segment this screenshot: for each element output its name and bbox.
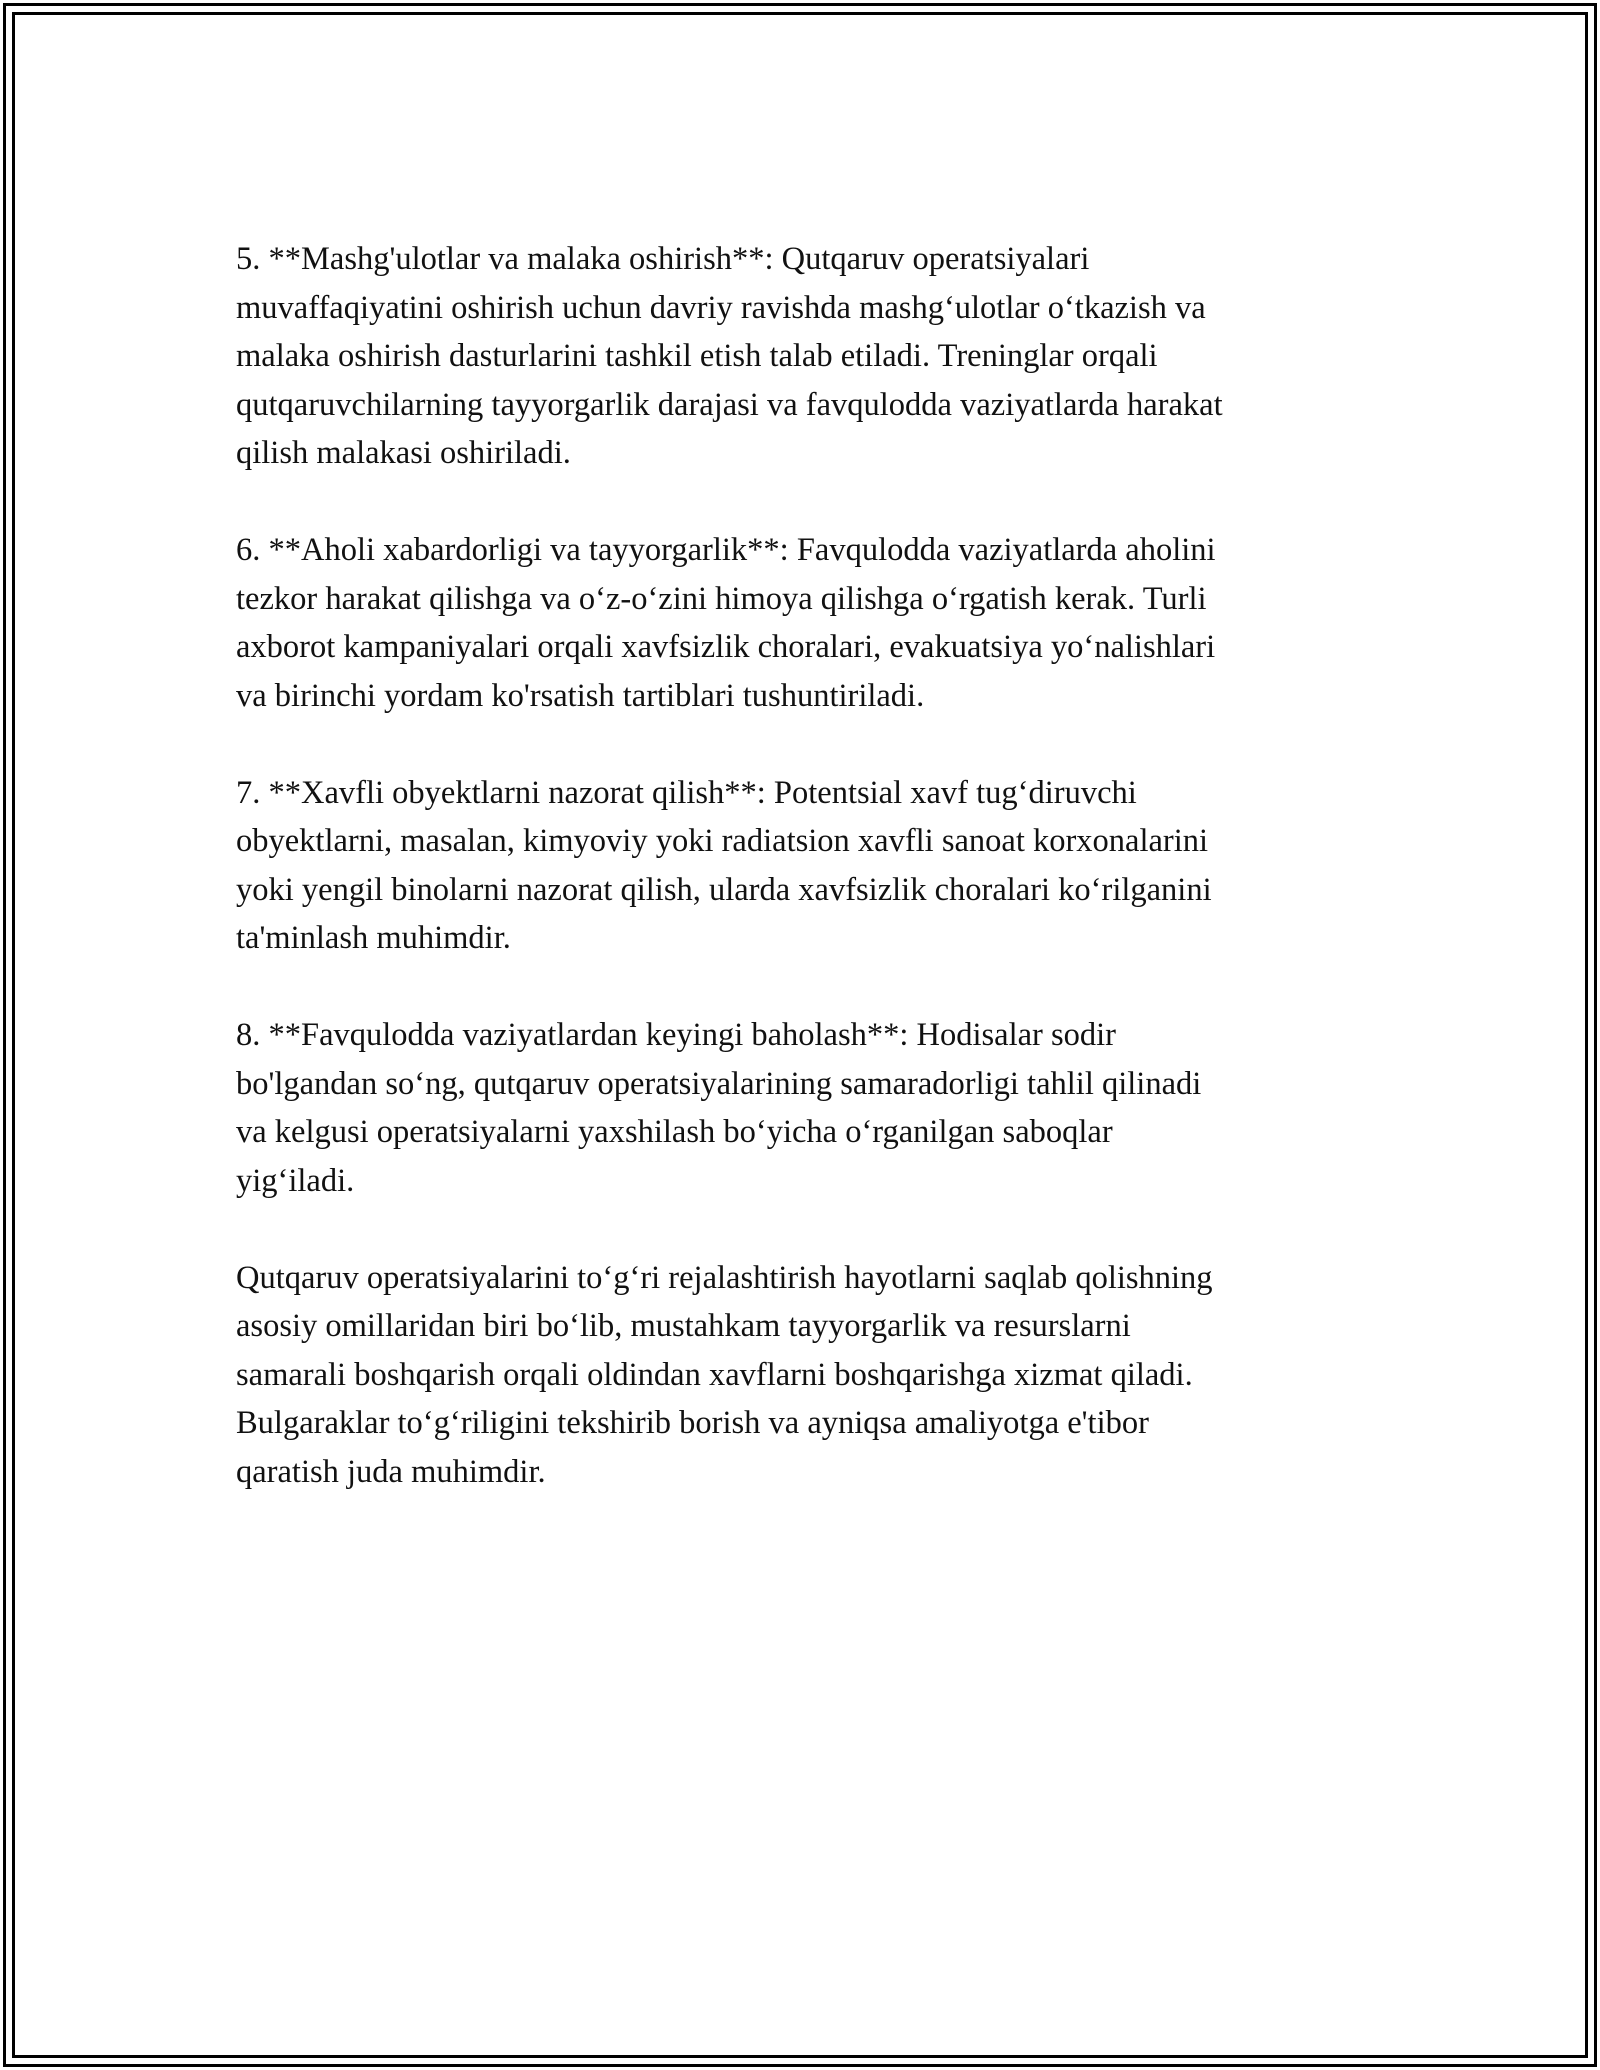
text-line: tezkor harakat qilishga va o‘z-o‘zini himoya qilishga o‘rgatish kerak. Turli bbox=[236, 580, 1207, 617]
text-line: 6. **Aholi xabardorligi va tayyorgarlik**: Favqulodda vaziyatlarda aholini bbox=[236, 532, 1216, 568]
text-line: va kelgusi operatsiyalarni yaxshilash bo‘yicha o‘rganilgan saboqlar bbox=[236, 1114, 1113, 1150]
text-line: Qutqaruv operatsiyalarini to‘g‘ri rejalashtirish hayotlarni saqlab qolishning bbox=[236, 1259, 1213, 1296]
text-line: asosiy omillaridan biri bo‘lib, mustahkam tayyorgarlik va resurslarni bbox=[236, 1308, 1131, 1344]
text-line: muvaffaqiyatini oshirish uchun davriy ravishda mashg‘ulotlar o‘tkazish va bbox=[236, 289, 1206, 326]
text-line: qutqaruvchilarning tayyorgarlik darajasi va favqulodda vaziyatlarda harakat bbox=[236, 386, 1223, 423]
text-line: ta'minlash muhimdir. bbox=[236, 920, 511, 956]
text-line: qilish malakasi oshiriladi. bbox=[236, 435, 571, 471]
text-line: 7. **Xavfli obyektlarni nazorat qilish**: Potentsial xavf tug‘diruvchi bbox=[236, 774, 1137, 811]
text-line: va birinchi yordam ko'rsatish tartiblari tushuntiriladi. bbox=[236, 677, 925, 714]
text-line: 5. **Mashg'ulotlar va malaka oshirish**: Qutqaruv operatsiyalari bbox=[236, 241, 1090, 277]
text-line: 8. **Favqulodda vaziyatlardan keyingi baholash**: Hodisalar sodir bbox=[236, 1017, 1117, 1053]
text-line: malaka oshirish dasturlarini tashkil etish talab etiladi. Treninglar orqali bbox=[236, 338, 1158, 374]
text-line: qaratish juda muhimdir. bbox=[236, 1453, 546, 1490]
text-line: samarali boshqarish orqali oldindan xavflarni boshqarishga xizmat qiladi. bbox=[236, 1356, 1193, 1393]
text-line: obyektlarni, masalan, kimyoviy yoki radiatsion xavfli sanoat korxonalarini bbox=[236, 823, 1209, 859]
paragraph-hazard-control bbox=[236, 769, 1376, 963]
document-body bbox=[236, 235, 1376, 1545]
paragraph-public-awareness bbox=[236, 526, 1376, 720]
text-line: axborot kampaniyalari orqali xavfsizlik choralari, evakuatsiya yo‘nalishlari bbox=[236, 629, 1216, 665]
text-line: yig‘iladi. bbox=[236, 1162, 355, 1199]
text-line: Bulgaraklar to‘g‘riligini tekshirib borish va ayniqsa amaliyotga e'tibor bbox=[236, 1405, 1149, 1441]
paragraph-training bbox=[236, 235, 1376, 478]
text-line: yoki yengil binolarni nazorat qilish, ularda xavfsizlik choralari ko‘rilganini bbox=[236, 871, 1212, 908]
paragraph-conclusion bbox=[236, 1254, 1376, 1497]
text-line: bo'lgandan so‘ng, qutqaruv operatsiyalarining samaradorligi tahlil qilinadi bbox=[236, 1065, 1202, 1102]
paragraph-post-emergency-assessment bbox=[236, 1011, 1376, 1205]
